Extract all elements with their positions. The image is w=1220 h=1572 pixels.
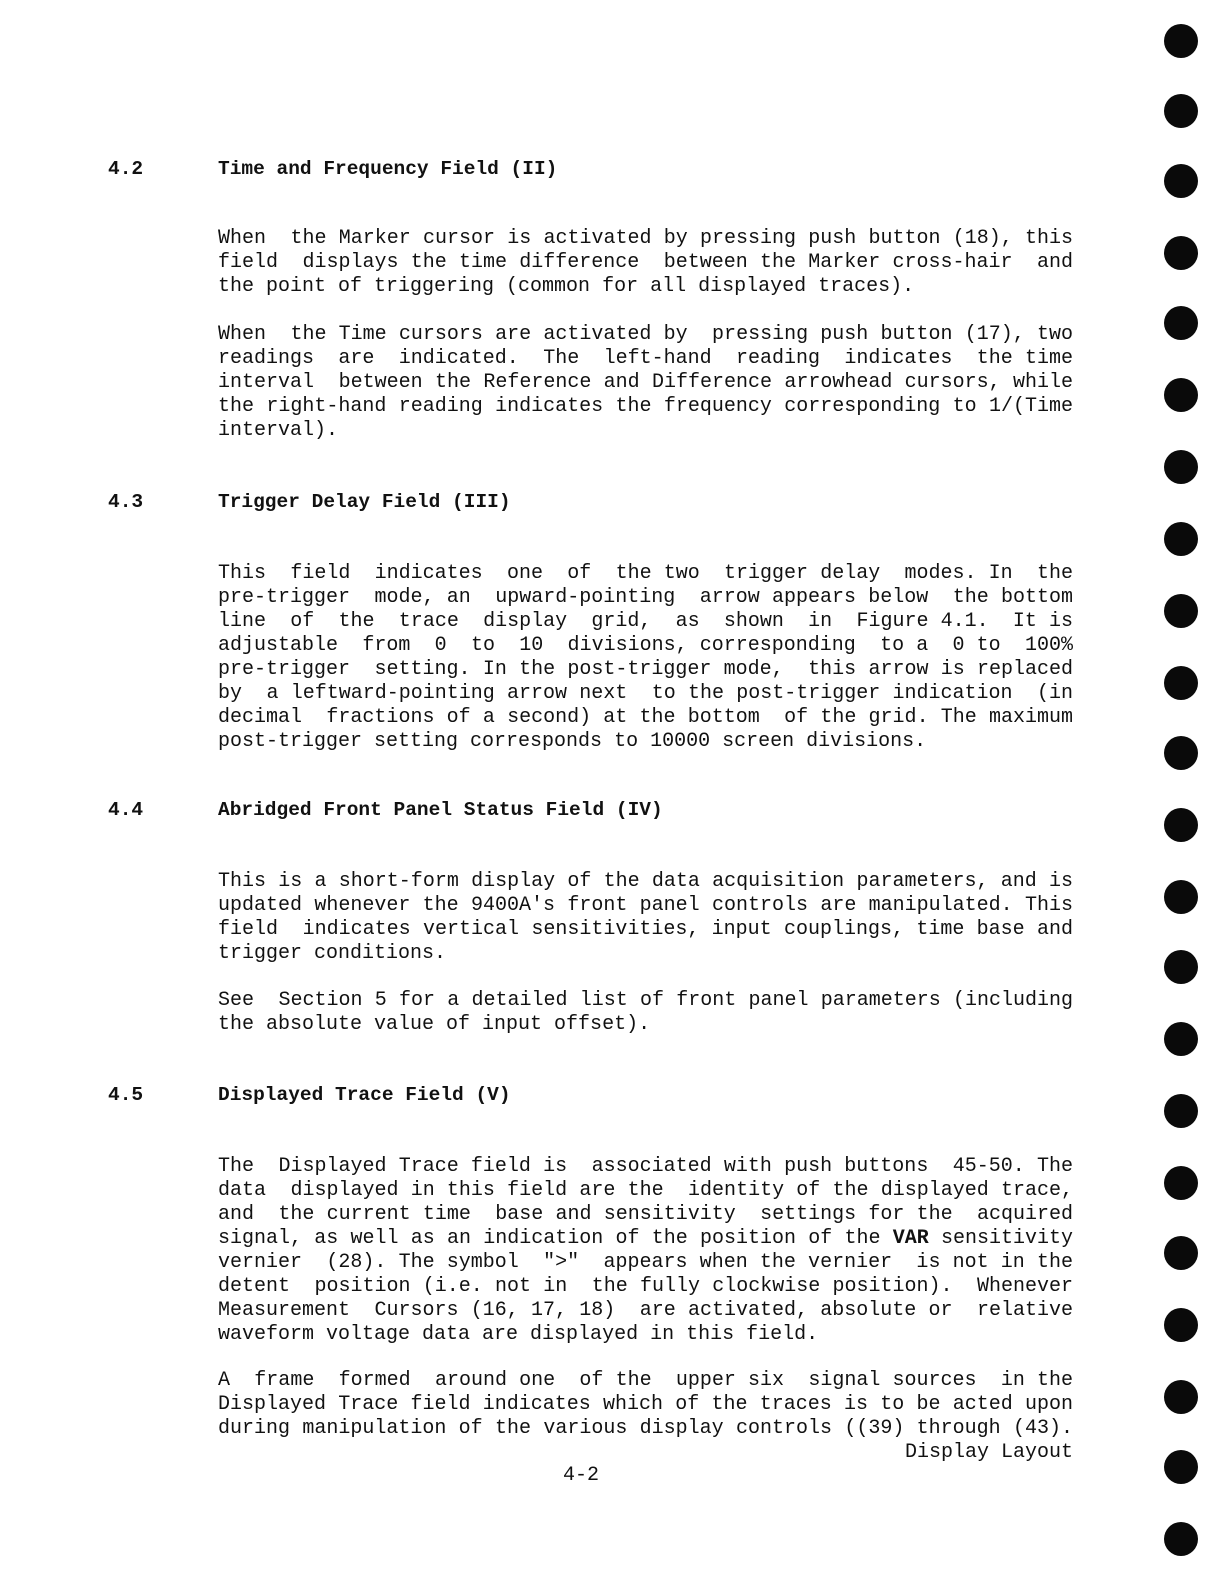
punch-hole <box>1164 236 1198 270</box>
punch-hole <box>1164 24 1198 58</box>
text-line: When the Marker cursor is activated by pressing push button (18), this <box>218 227 1073 250</box>
text-line: during manipulation of the various display controls ((39) through (43). <box>218 1417 1073 1440</box>
text-line: detent position (i.e. not in the fully clockwise position). Whenever <box>218 1275 1073 1298</box>
text-line: adjustable from 0 to 10 divisions, corresponding to a 0 to 100% <box>218 634 1073 657</box>
punch-hole <box>1164 666 1198 700</box>
punch-hole <box>1164 950 1198 984</box>
text-line: A frame formed around one of the upper six signal sources in the <box>218 1369 1073 1392</box>
punch-hole <box>1164 1380 1198 1414</box>
binder-holes <box>1164 0 1198 1572</box>
section-number: 4.2 <box>108 158 144 180</box>
text-line: readings are indicated. The left-hand reading indicates the time <box>218 347 1073 370</box>
text-line: pre-trigger mode, an upward-pointing arrow appears below the bottom <box>218 586 1073 609</box>
text-line: Displayed Trace field indicates which of the traces is to be acted upon <box>218 1393 1073 1416</box>
punch-hole <box>1164 594 1198 628</box>
emphasized-term: VAR <box>892 1227 929 1250</box>
text-line: the right-hand reading indicates the frequency corresponding to 1/(Time <box>218 395 1073 418</box>
paragraph <box>218 1369 1073 1465</box>
text-line: signal, as well as an indication of the position of the VAR sensitivity <box>218 1227 1073 1250</box>
punch-hole <box>1164 1522 1198 1556</box>
text-line: and the current time base and sensitivity settings for the acquired <box>218 1203 1073 1226</box>
text-line: This field indicates one of the two trigger delay modes. In the <box>218 562 1073 585</box>
punch-hole <box>1164 1308 1198 1342</box>
text-line: When the Time cursors are activated by pressing push button (17), two <box>218 323 1073 346</box>
text-line: Measurement Cursors (16, 17, 18) are activated, absolute or relative <box>218 1299 1073 1322</box>
punch-hole <box>1164 1236 1198 1270</box>
punch-hole <box>1164 450 1198 484</box>
page-number: 4-2 <box>563 1464 600 1487</box>
text-line: updated whenever the 9400A's front panel controls are manipulated. This <box>218 894 1073 917</box>
punch-hole <box>1164 94 1198 128</box>
section-heading: Time and Frequency Field (II) <box>218 158 558 180</box>
punch-hole <box>1164 880 1198 914</box>
paragraph <box>218 989 1073 1037</box>
punch-hole <box>1164 1094 1198 1128</box>
punch-hole <box>1164 1450 1198 1484</box>
punch-hole <box>1164 808 1198 842</box>
section-number: 4.3 <box>108 491 144 513</box>
paragraph <box>218 227 1073 299</box>
punch-hole <box>1164 522 1198 556</box>
punch-hole <box>1164 1022 1198 1056</box>
text-line: This is a short-form display of the data acquisition parameters, and is <box>218 870 1073 893</box>
text-line: The Displayed Trace field is associated with push buttons 45-50. The <box>218 1155 1073 1178</box>
punch-hole <box>1164 1166 1198 1200</box>
paragraph <box>218 562 1073 754</box>
section-number: 4.4 <box>108 799 144 821</box>
text-line: field displays the time difference between the Marker cross-hair and <box>218 251 1073 274</box>
text-line: field indicates vertical sensitivities, input couplings, time base and <box>218 918 1073 941</box>
text-line: See Section 5 for a detailed list of front panel parameters (including <box>218 989 1073 1012</box>
punch-hole <box>1164 164 1198 198</box>
text-line: the point of triggering (common for all displayed traces). <box>218 275 915 298</box>
section-number: 4.5 <box>108 1084 144 1106</box>
section-heading: Trigger Delay Field (III) <box>218 491 511 513</box>
punch-hole <box>1164 378 1198 412</box>
punch-hole <box>1164 306 1198 340</box>
paragraph <box>218 1155 1073 1347</box>
text-line: vernier (28). The symbol ">" appears when the vernier is not in the <box>218 1251 1073 1274</box>
text-line: by a leftward-pointing arrow next to the post-trigger indication (in <box>218 682 1073 705</box>
text-line: trigger conditions. <box>218 942 447 965</box>
text-line: line of the trace display grid, as shown in Figure 4.1. It is <box>218 610 1073 633</box>
text-line: data displayed in this field are the identity of the displayed trace, <box>218 1179 1073 1202</box>
text-line: the absolute value of input offset). <box>218 1013 651 1036</box>
text-line: interval). <box>218 419 339 442</box>
text-line: interval between the Reference and Difference arrowhead cursors, while <box>218 371 1073 394</box>
paragraph <box>218 870 1073 966</box>
text-line: waveform voltage data are displayed in this field. <box>218 1323 819 1346</box>
paragraph <box>218 323 1073 443</box>
text-line: decimal fractions of a second) at the bottom of the grid. The maximum <box>218 706 1073 729</box>
text-line: pre-trigger setting. In the post-trigger mode, this arrow is replaced <box>218 658 1073 681</box>
punch-hole <box>1164 736 1198 770</box>
section-heading: Abridged Front Panel Status Field (IV) <box>218 799 663 821</box>
section-heading: Displayed Trace Field (V) <box>218 1084 511 1106</box>
text-line: post-trigger setting corresponds to 10000 screen divisions. <box>218 730 927 753</box>
running-header: Display Layout <box>904 1441 1073 1464</box>
